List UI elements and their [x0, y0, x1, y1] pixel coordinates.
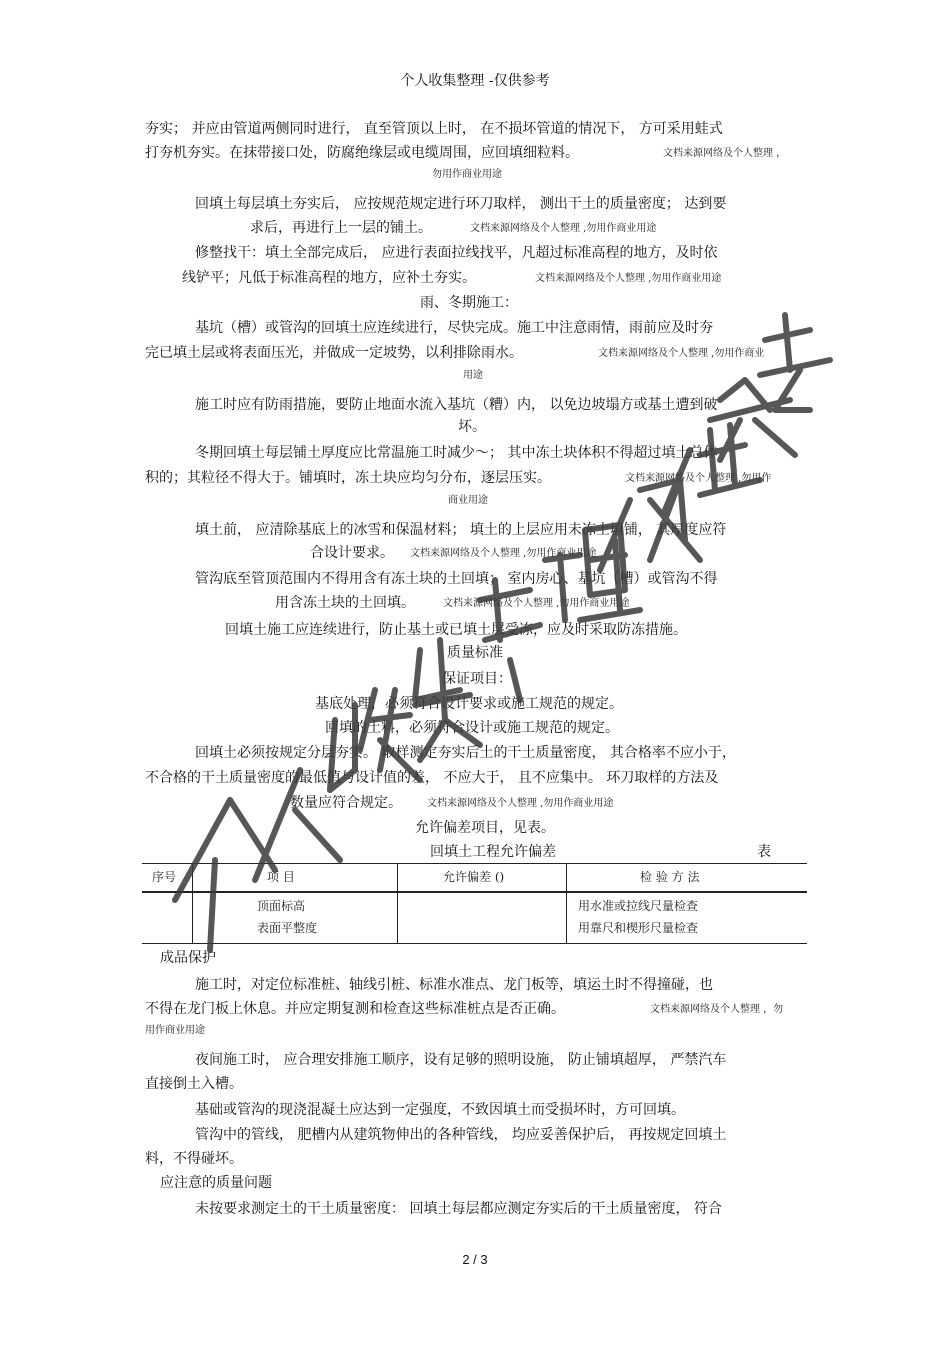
paragraph-line: 管沟中的管线， 肥槽内从建筑物伸出的各种管线， 均应妥善保护后， 再按规定回填土 [195, 1127, 727, 1143]
paragraph-line: 回填土每层填土夯实后， 应按规范规定进行环刀取样， 测出干土的质量密度； 达到要 [195, 196, 727, 212]
source-note: 文档来源网络及个人整理 ,勿用作商业用途 [470, 223, 657, 234]
table-header: 检 验 方 法 [640, 870, 700, 884]
paragraph-line: 用含冻土块的土回填。 [275, 595, 415, 611]
table-header: 允许偏差 () [443, 870, 505, 884]
paragraph-line: 直接倒土入槽。 [145, 1076, 243, 1092]
paragraph-line: 坏。 [458, 419, 486, 435]
source-note: 文档来源网络及个人整理 ,勿用作商业用途 [535, 273, 722, 284]
paragraph-line: 基坑（槽）或管沟的回填土应连续进行，尽快完成。施工中注意雨情，雨前应及时夯 [195, 320, 713, 336]
paragraph-line: 管沟底至管顶范围内不得用含有冻土块的土回填； 室内房心、基坑（槽）或管沟不得 [195, 571, 718, 587]
section-heading: 保证项目： [442, 671, 512, 687]
source-note: 文档来源网络及个人整理 ,勿用作商业用途 [427, 798, 614, 809]
source-note: 文档来源网络及个人整理 ,勿用作商业用途 [443, 598, 630, 609]
paragraph-line: 施工时应有防雨措施，要防止地面水流入基坑（糟）内， 以免边坡塌方或基土遭到破 [195, 397, 718, 413]
source-note: 商业用途 [448, 495, 488, 506]
paragraph-line: 合设计要求。 [310, 545, 394, 561]
paragraph-line: 未按要求测定土的干土质量密度： 回填土每层都应测定夯实后的干土质量密度， 符合 [195, 1201, 722, 1217]
paragraph-line: 完已填土层或将表面压光，并做成一定坡势，以利排除雨水。 [145, 345, 523, 361]
source-note: 文档来源网络及个人整理 ， [663, 148, 787, 159]
paragraph-line: 求后，再进行上一层的铺土。 [250, 220, 432, 236]
paragraph-line: 回填的土料，必须符合设计或施工规范的规定。 [325, 720, 619, 736]
source-note: 勿用作商业用途 [432, 169, 502, 180]
paragraph-line: 冬期回填土每层铺土厚度应比常温施工时减少～； 其中冻土块体积不得超过填土总体 [195, 445, 718, 461]
paragraph-line: 料，不得碰坏。 [145, 1151, 243, 1167]
paragraph-line: 不合格的干土质量密度的最低值与设计值的差， 不应大于， 且不应集中。 环刀取样的方法及 [145, 770, 719, 786]
page-header: 个人收集整理 -仅供参考 [400, 73, 550, 89]
source-note: 用途 [463, 370, 483, 381]
paragraph-line: 夯实； 并应由管道两侧同时进行， 直至管顶以上时， 在不损坏管道的情况下， 方可采用蛙式 [145, 121, 723, 137]
table-cell: 表面平整度 [257, 921, 318, 935]
paragraph-line: 打夯机夯实。在抹带接口处，防腐绝缘层或电缆周围，应回填细粒料。 [145, 145, 579, 161]
section-heading: 雨、冬期施工： [420, 295, 518, 311]
paragraph-line: 数量应符合规定。 [290, 795, 402, 811]
table-cell: 用水准或拉线尺量检查 [578, 899, 699, 913]
source-note: 文档来源网络及个人整理 ，勿 [650, 1004, 784, 1015]
paragraph-line: 填土前， 应清除基底上的冰雪和保温材料； 填土的上层应用未冻土填铺， 其厚度应符 [195, 522, 727, 538]
table-cell: 顶面标高 [257, 899, 306, 913]
table-header: 序号 [152, 870, 177, 884]
paragraph-line: 积的；其粒径不得大于。铺填时，冻土块应均匀分布，逐层压实。 [145, 470, 551, 486]
paragraph-line: 基础或管沟的现浇混凝土应达到一定强度，不致因填土而受损坏时，方可回填。 [195, 1102, 685, 1118]
source-note: 文档来源网络及个人整理 ,勿用作商业用途 [410, 548, 597, 559]
section-heading: 成品保护 [160, 950, 216, 966]
paragraph-line: 回填土必须按规定分层夯实。 取样测定夯实后土的干土质量密度， 其合格率不应小于， [195, 745, 736, 761]
paragraph-line: 线铲平；凡低于标准高程的地方，应补土夯实。 [182, 270, 476, 286]
table-title-suffix: 表 [757, 844, 771, 860]
paragraph-line: 夜间施工时， 应合理安排施工顺序，设有足够的照明设施， 防止铺填超厚， 严禁汽车 [195, 1052, 727, 1068]
page-number: 2 / 3 [462, 1252, 488, 1267]
paragraph-line: 施工时，对定位标准桩、轴线引桩、标准水准点、龙门板等，填运土时不得撞碰，也 [195, 977, 713, 993]
paragraph-line: 不得在龙门板上休息。并应定期复测和检查这些标准桩点是否正确。 [145, 1001, 565, 1017]
paragraph-line: 允许偏差项目，见表。 [415, 820, 555, 836]
table-header: 项 目 [267, 870, 295, 884]
table-title: 回填土工程允许偏差 [430, 844, 556, 860]
source-note: 文档来源网络及个人整理 ,勿用作 [625, 473, 772, 484]
source-note: 文档来源网络及个人整理 ,勿用作商业 [598, 348, 765, 359]
paragraph-line: 基底处理，必须符合设计要求或施工规范的规定。 [315, 696, 623, 712]
section-heading: 质量标准 [447, 645, 503, 661]
table-cell: 用靠尺和楔形尺量检查 [578, 921, 699, 935]
paragraph-line: 回填土施工应连续进行，防止基土或已填土层受冻，应及时采取防冻措施。 [225, 622, 687, 638]
paragraph-line: 修整找干：填土全部完成后， 应进行表面拉线找平，凡超过标准高程的地方，及时依 [195, 245, 718, 261]
section-heading: 应注意的质量问题 [160, 1175, 272, 1191]
source-note: 用作商业用途 [145, 1025, 205, 1036]
